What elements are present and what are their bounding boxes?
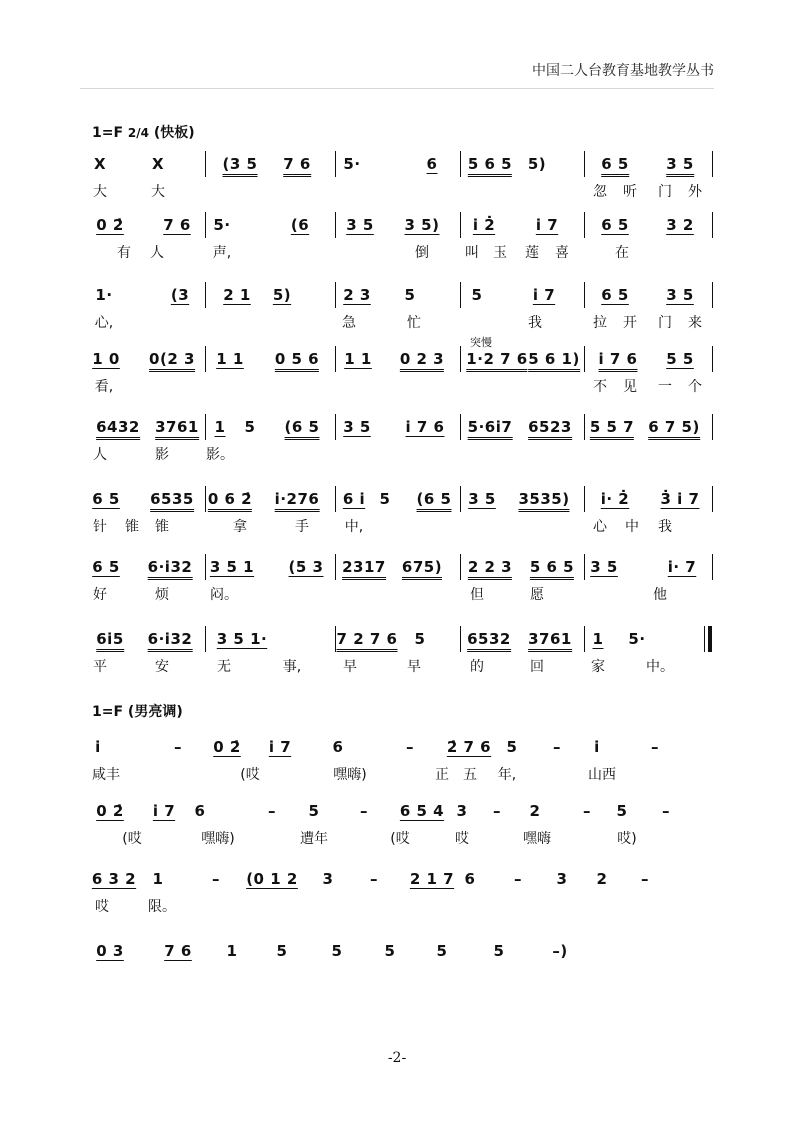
stave-1-lyrics xyxy=(92,181,714,203)
barline xyxy=(584,282,585,308)
stave-2 xyxy=(92,216,714,264)
note: (5 3 xyxy=(288,558,324,576)
stave-11 xyxy=(92,870,714,918)
note: 5 6 5 xyxy=(468,155,512,177)
lyric: 莲 xyxy=(525,245,539,261)
barline xyxy=(460,282,461,308)
stave-9-lyrics xyxy=(92,764,714,786)
lyric: 心 xyxy=(593,519,607,535)
lyric: 年, xyxy=(497,767,517,783)
note: – xyxy=(553,738,561,756)
barline xyxy=(712,346,713,372)
note: – xyxy=(212,870,220,888)
note: 3 xyxy=(556,870,568,888)
barline xyxy=(584,414,585,440)
note: 3 5 xyxy=(346,216,374,234)
final-barline-thick xyxy=(708,626,712,652)
barline xyxy=(335,554,336,580)
lyric: 山西 xyxy=(588,767,616,783)
barline xyxy=(712,282,713,308)
lyric: 中。 xyxy=(646,659,674,675)
barline xyxy=(205,151,206,177)
stave-8-lyrics xyxy=(92,656,714,678)
lyric: 正 xyxy=(435,767,449,783)
note: 7 2 7 6 xyxy=(337,630,398,652)
barline xyxy=(460,151,461,177)
note: 1 1 xyxy=(344,350,372,368)
note: 6 5 4 xyxy=(399,802,445,820)
note: 1 xyxy=(226,942,238,960)
note: – xyxy=(174,738,182,756)
stave-3-notes xyxy=(92,286,714,308)
stave-6-notes xyxy=(92,490,714,512)
barline xyxy=(460,414,461,440)
barline xyxy=(712,151,713,177)
stave-10-notes xyxy=(92,802,714,824)
note: (3 5 xyxy=(223,155,258,177)
lyric: 哎 xyxy=(95,899,109,915)
stave-8-notes xyxy=(92,630,714,652)
lyric: 我 xyxy=(528,315,542,331)
lyric: 门 xyxy=(658,315,672,331)
stave-5-notes xyxy=(92,418,714,440)
stave-7-lyrics xyxy=(92,584,714,606)
barline xyxy=(584,554,585,580)
note: 1 1 xyxy=(216,350,244,368)
barline xyxy=(205,414,206,440)
note: 2 2 3 xyxy=(468,558,512,580)
note: i 7 xyxy=(535,216,559,234)
book-series-title: 中国二人台教育基地教学丛书 xyxy=(532,63,714,79)
note: 3 5 xyxy=(343,418,371,436)
barline xyxy=(205,282,206,308)
lyric: 拿 xyxy=(233,519,247,535)
lyric: 嘿嗨 xyxy=(523,831,551,847)
stave-4-lyrics xyxy=(92,376,714,398)
lyric: 锥 xyxy=(125,519,139,535)
barline xyxy=(460,626,461,652)
note: – xyxy=(641,870,649,888)
lyric: 安 xyxy=(155,659,169,675)
tempo-annotation: 突慢 xyxy=(470,336,492,349)
note: 6523 xyxy=(528,418,572,440)
note: i xyxy=(95,738,101,756)
lyric: 个 xyxy=(688,379,702,395)
barline xyxy=(205,626,206,652)
note: 3 5 xyxy=(666,286,694,304)
note: 5 5 7 xyxy=(590,418,634,440)
lyric: 外 xyxy=(688,184,702,200)
barline xyxy=(460,554,461,580)
lyric: 急 xyxy=(342,315,356,331)
lyric: (哎 xyxy=(240,767,260,783)
note: 1 xyxy=(592,630,604,648)
note: 6 5 xyxy=(92,558,120,576)
stave-9 xyxy=(92,738,714,786)
stave-7-notes xyxy=(92,558,714,580)
lyric: 听 xyxy=(623,184,637,200)
note: 6 5 xyxy=(601,155,629,177)
note: 6 xyxy=(332,738,344,756)
note: 3 5) xyxy=(404,216,440,234)
note: – xyxy=(268,802,276,820)
lyric: 咸丰 xyxy=(92,767,120,783)
note: 6 i xyxy=(342,490,366,508)
section1-key: 1=F xyxy=(92,125,124,141)
note: 6532 xyxy=(467,630,511,652)
barline xyxy=(584,212,585,238)
note: 3761 xyxy=(155,418,199,440)
note: – xyxy=(651,738,659,756)
lyric: 开 xyxy=(623,315,637,331)
lyric: 的 xyxy=(470,659,484,675)
lyric: 有 xyxy=(117,245,131,261)
lyric: (哎 xyxy=(390,831,410,847)
note: 5 xyxy=(616,802,628,820)
barline xyxy=(712,554,713,580)
stave-12-notes xyxy=(92,942,714,964)
note: 5·6i7 xyxy=(468,418,513,440)
note: 5 xyxy=(331,942,343,960)
note: i 7 xyxy=(532,286,556,304)
note: 6i5 xyxy=(96,630,124,652)
note: – xyxy=(583,802,591,820)
lyric: 门 xyxy=(658,184,672,200)
lyric: 叫 xyxy=(465,245,479,261)
final-barline-thin xyxy=(704,626,705,652)
stave-5-lyrics xyxy=(92,444,714,466)
lyric: 针 xyxy=(93,519,107,535)
note: 1·2 7 6 xyxy=(466,350,527,372)
note: i· 7 xyxy=(667,558,697,576)
stave-10 xyxy=(92,802,714,850)
note: 2 xyxy=(596,870,608,888)
stave-10-lyrics xyxy=(92,828,714,850)
barline xyxy=(712,486,713,512)
lyric: 无 xyxy=(217,659,231,675)
lyric: 限。 xyxy=(148,899,176,915)
section2-tempo: (男亮调) xyxy=(127,704,183,720)
note: X xyxy=(93,155,107,173)
lyric: 忙 xyxy=(407,315,421,331)
note: – xyxy=(406,738,414,756)
note: 5 xyxy=(471,286,483,304)
note: 0(2 3 xyxy=(149,350,195,372)
note: 6535 xyxy=(150,490,194,512)
note: 3 5 xyxy=(468,490,496,508)
section2-key: 1=F xyxy=(92,704,124,720)
lyric: 愿 xyxy=(530,587,544,603)
note: 6432 xyxy=(96,418,140,440)
barline xyxy=(205,486,206,512)
note: 7 6 xyxy=(163,216,191,234)
stave-1-notes xyxy=(92,155,714,177)
note: 0 5 6 xyxy=(275,350,319,372)
stave-6-lyrics xyxy=(92,516,714,538)
barline xyxy=(712,414,713,440)
note: 5· xyxy=(343,155,361,173)
lyric: 看, xyxy=(94,379,114,395)
note: (0 1 2 xyxy=(246,870,298,888)
barline xyxy=(205,212,206,238)
note: 1 xyxy=(214,418,226,436)
lyric: 事, xyxy=(282,659,302,675)
lyric: 五 xyxy=(463,767,477,783)
barline xyxy=(584,486,585,512)
lyric: 喜 xyxy=(555,245,569,261)
lyric: 来 xyxy=(688,315,702,331)
lyric: 心, xyxy=(94,315,114,331)
lyric: 影 xyxy=(155,447,169,463)
note: 7 6 xyxy=(283,155,311,177)
barline xyxy=(460,486,461,512)
note: 6 5 xyxy=(92,490,120,508)
header-rule xyxy=(80,88,714,89)
note: 6 5 xyxy=(601,216,629,234)
lyric: 不 xyxy=(593,379,607,395)
lyric: 中, xyxy=(344,519,364,535)
stave-1 xyxy=(92,155,714,203)
note: (6 5 xyxy=(285,418,320,440)
note: – xyxy=(514,870,522,888)
stave-2-lyrics xyxy=(92,242,714,264)
note: 3 xyxy=(456,802,468,820)
lyric: 嘿嗨) xyxy=(201,831,235,847)
note: 6 xyxy=(426,155,438,173)
note: 2 3 xyxy=(343,286,371,304)
barline xyxy=(335,151,336,177)
stave-12 xyxy=(92,942,714,964)
barline xyxy=(335,486,336,512)
barline xyxy=(460,212,461,238)
note: 5 xyxy=(244,418,256,436)
lyric: 早 xyxy=(407,659,421,675)
lyric: 回 xyxy=(530,659,544,675)
lyric: 拉 xyxy=(593,315,607,331)
barline xyxy=(584,346,585,372)
note: 7 6 xyxy=(164,942,192,960)
note: 2̇ 7 6 xyxy=(446,738,492,756)
lyric: 忽 xyxy=(593,184,607,200)
note: 2 xyxy=(529,802,541,820)
lyric: 影。 xyxy=(206,447,234,463)
note: 5 xyxy=(436,942,448,960)
note: 3 5 1· xyxy=(216,630,268,648)
note: 5· xyxy=(628,630,646,648)
stave-6 xyxy=(92,490,714,538)
note: i 7 xyxy=(152,802,176,820)
lyric: 在 xyxy=(615,245,629,261)
note: 5 xyxy=(276,942,288,960)
note: (6 5 xyxy=(417,490,452,512)
barline xyxy=(335,282,336,308)
note: (6 xyxy=(290,216,310,234)
barline xyxy=(205,554,206,580)
note: 3 5 xyxy=(590,558,618,576)
page-number: -2- xyxy=(387,1050,407,1066)
note: 5 6 5 xyxy=(530,558,574,580)
note: – xyxy=(493,802,501,820)
note: 5· xyxy=(213,216,231,234)
stave-11-notes xyxy=(92,870,714,892)
note: 5 xyxy=(414,630,426,648)
stave-11-lyrics xyxy=(92,896,714,918)
note: 1 xyxy=(152,870,164,888)
lyric: 闷。 xyxy=(210,587,238,603)
lyric: 倒 xyxy=(415,245,429,261)
note: 5) xyxy=(527,155,547,173)
lyric: 见 xyxy=(623,379,637,395)
note: 5 xyxy=(493,942,505,960)
note: 0 2̇ xyxy=(96,216,124,234)
barline xyxy=(460,346,461,372)
lyric: 哎 xyxy=(455,831,469,847)
note: 0 2̇ xyxy=(213,738,241,756)
lyric: 一 xyxy=(658,379,672,395)
note: – xyxy=(662,802,670,820)
barline xyxy=(335,346,336,372)
note: i 2̇ xyxy=(472,216,496,234)
lyric: 烦 xyxy=(155,587,169,603)
note: 5) xyxy=(272,286,292,304)
note: i· 2̇ xyxy=(600,490,630,508)
note: 5 5 xyxy=(666,350,694,368)
lyric: 嘿嗨) xyxy=(333,767,367,783)
lyric: 哎) xyxy=(617,831,637,847)
note: 5 xyxy=(506,738,518,756)
lyric: 锥 xyxy=(155,519,169,535)
lyric: 手 xyxy=(295,519,309,535)
lyric: 人 xyxy=(93,447,107,463)
lyric: 家 xyxy=(591,659,605,675)
note: 2 1 xyxy=(223,286,251,304)
note: 0 2̇ xyxy=(96,802,124,820)
note: (3 xyxy=(170,286,190,304)
stave-5 xyxy=(92,418,714,466)
barline xyxy=(335,414,336,440)
lyric: 中 xyxy=(625,519,639,535)
note: 6 xyxy=(194,802,206,820)
lyric: 他 xyxy=(653,587,667,603)
lyric: 平 xyxy=(93,659,107,675)
note: 3 xyxy=(322,870,334,888)
note: 3̇ i 7 xyxy=(660,490,700,508)
note: 675) xyxy=(402,558,442,580)
note: 3 2 xyxy=(666,216,694,234)
note: 3 5 1 xyxy=(209,558,255,576)
stave-3-lyrics xyxy=(92,312,714,334)
note: 0 6 2̇ xyxy=(208,490,252,512)
lyric: 遭年 xyxy=(300,831,328,847)
note: – xyxy=(370,870,378,888)
barline xyxy=(205,346,206,372)
barline xyxy=(584,151,585,177)
note: 1· xyxy=(95,286,113,304)
note: i xyxy=(594,738,600,756)
lyric: 大 xyxy=(93,184,107,200)
note: 3761 xyxy=(528,630,572,652)
note: – xyxy=(360,802,368,820)
section1-time-signature: 2/4 xyxy=(127,126,150,140)
note: i 7 6 xyxy=(405,418,445,436)
section2-key-signature xyxy=(92,701,183,721)
note: –) xyxy=(552,942,568,960)
note: 3535) xyxy=(518,490,569,512)
note: 6 5 xyxy=(601,286,629,304)
note: 2 1 7 xyxy=(409,870,455,888)
note: 3 5 xyxy=(666,155,694,177)
stave-9-notes xyxy=(92,738,714,760)
barline xyxy=(712,212,713,238)
note: i·276 xyxy=(275,490,320,512)
note: X xyxy=(151,155,165,173)
stave-8 xyxy=(92,630,714,678)
lyric: 早 xyxy=(343,659,357,675)
lyric: 大 xyxy=(151,184,165,200)
stave-2-notes xyxy=(92,216,714,238)
note: 6·i32 xyxy=(148,630,193,652)
lyric: (哎 xyxy=(122,831,142,847)
lyric: 但 xyxy=(470,587,484,603)
lyric: 人 xyxy=(150,245,164,261)
note: 2317 xyxy=(342,558,386,580)
note: i 7 xyxy=(268,738,292,756)
lyric: 玉 xyxy=(493,245,507,261)
lyric: 好 xyxy=(93,587,107,603)
note: 6 xyxy=(464,870,476,888)
barline xyxy=(584,626,585,652)
stave-4 xyxy=(92,336,714,398)
section1-tempo: (快板) xyxy=(153,125,195,141)
barline xyxy=(335,212,336,238)
stave-4-notes xyxy=(92,350,714,372)
note: 6 7 5) xyxy=(648,418,700,440)
note: 1 0 xyxy=(92,350,120,368)
note: 5 6 1) xyxy=(528,350,580,372)
stave-3 xyxy=(92,286,714,334)
note: 6·i32 xyxy=(148,558,193,580)
lyric: 我 xyxy=(658,519,672,535)
note: 5 xyxy=(308,802,320,820)
section1-key-signature xyxy=(92,122,195,142)
lyric: 声, xyxy=(212,245,232,261)
note: 5 xyxy=(404,286,416,304)
note: 0 2 3 xyxy=(400,350,444,372)
note: i 7 6 xyxy=(599,350,638,372)
stave-7 xyxy=(92,558,714,606)
note: 5 xyxy=(379,490,391,508)
note: 5 xyxy=(384,942,396,960)
note: 0 3 xyxy=(96,942,124,960)
note: 6 3 2 xyxy=(91,870,137,888)
